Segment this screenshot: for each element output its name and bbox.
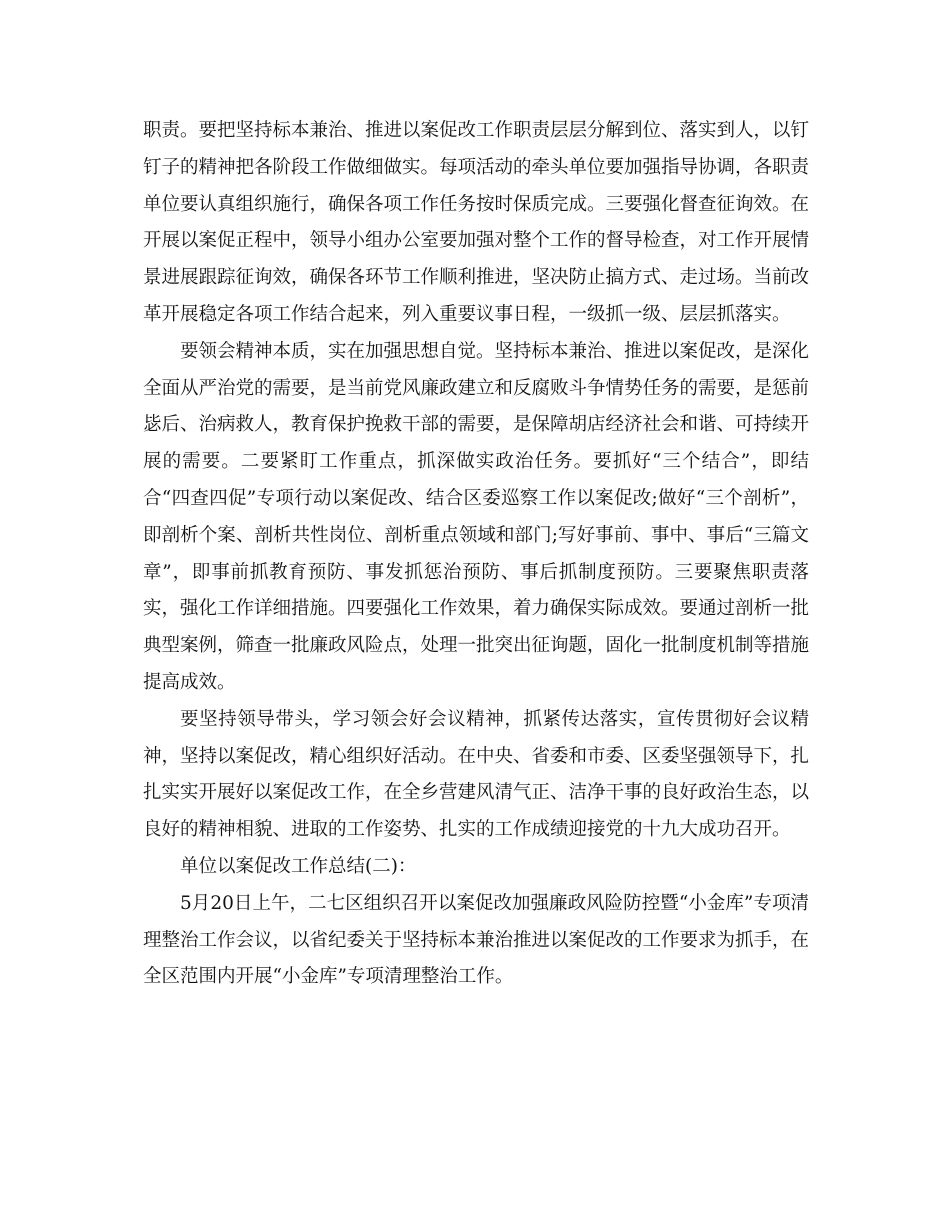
paragraph-2: 要领会精神本质，实在加强思想自觉。坚持标本兼治、推进以案促改，是深化全面从严治党的需要，是当前党风廉政建立和反腐败斗争情势任务的需要，是惩前毖后、治病救人，教育保护挽救干部的需要，是保障胡店经济社会和谐、可持续开展的需要。二要紧盯工作重点，抓深做实政治任务。要抓好“三个结合”，即结合“四查四促”专项行动以案促改、结合区委巡察工作以案促改;做好“三个剖析”，即剖析个案、剖析共性岗位、剖析重点领域和部门;写好事前、事中、事后“三篇文章”，即事前抓教育预防、事发抓惩治预防、事后抓制度预防。三要聚焦职责落实，强化工作详细措施。四要强化工作效果，着力确保实际成效。要通过剖析一批典型案例，筛查一批廉政风险点，处理一批突出征询题，固化一批制度机制等措施提高成效。 [143,340,810,693]
document-body [143,113,809,996]
paragraph-1: 职责。要把坚持标本兼治、推进以案促改工作职责层层分解到位、落实到人，以钉钉子的精神把各阶段工作做细做实。每项活动的牵头单位要加强指导协调，各职责单位要认真组织施行，确保各项工作任务按时保质完成。三要强化督查征询效。在开展以案促正程中，领导小组办公室要加强对整个工作的督导检查，对工作开展情景进展跟踪征询效，确保各环节工作顺利推进，坚决防止搞方式、走过场。当前改革开展稳定各项工作结合起来，列入重要议事日程，一级抓一级、层层抓落实。 [143,120,810,325]
section-title: 单位以案促改工作总结(二)： [180,855,417,877]
paragraph-3: 要坚持领导带头，学习领会好会议精神，抓紧传达落实，宣传贯彻好会议精神，坚持以案促改，精心组织好活动。在中央、省委和市委、区委坚强领导下，扎扎实实开展好以案促改工作，在全乡营建风清气正、洁净干事的良好政治生态，以良好的精神相貌、进取的工作姿势、扎实的工作成绩迎接党的十九大成功召开。 [143,708,810,841]
paragraph-4: 5月20日上午，二七区组织召开以案促改加强廉政风险防控暨“小金库”专项清理整治工作会议，以省纪委关于坚持标本兼治推进以案促改的工作要求为抓手，在全区范围内开展“小金库”专项清理整治工作。 [143,892,810,988]
